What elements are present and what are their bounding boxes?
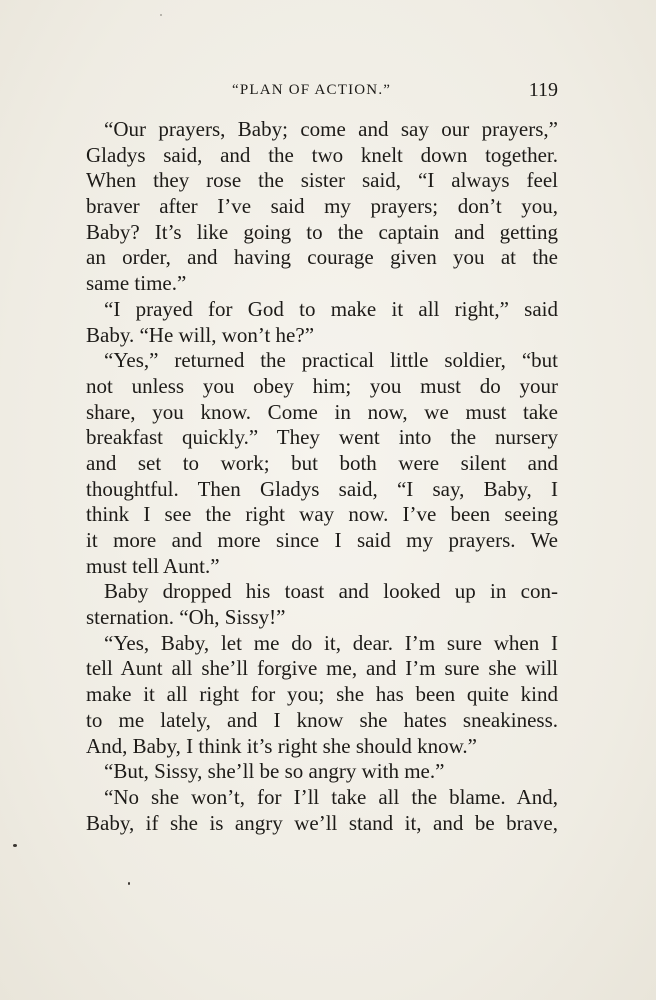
text-line: “No she won’t, for I’ll take all the blame. And, — [104, 784, 558, 809]
text-line: an order, and having courage given you at the — [86, 245, 558, 270]
text-line: And, Baby, I think it’s right she should know.” — [86, 733, 478, 758]
running-head — [86, 80, 558, 106]
text-line: same time.” — [86, 271, 187, 296]
text-line: Baby? It’s like going to the captain and getting — [86, 219, 558, 244]
text-line: make it all right for you; she has been quite kind — [86, 682, 558, 707]
text-line: thoughtful. Then Gladys said, “I say, Baby, I — [86, 476, 558, 501]
text-line: “But, Sissy, she’ll be so angry with me.” — [104, 759, 445, 784]
ink-speck — [128, 882, 130, 885]
text-line: sternation. “Oh, Sissy!” — [86, 605, 286, 630]
text-line: When they rose the sister said, “I always feel — [86, 168, 558, 193]
text-line: “Yes, Baby, let me do it, dear. I’m sure when I — [104, 630, 558, 655]
body-text — [86, 117, 558, 836]
text-line: Baby dropped his toast and looked up in con- — [104, 579, 558, 604]
text-line: not unless you obey him; you must do your — [86, 373, 558, 398]
text-line: Baby. “He will, won’t he?” — [86, 322, 315, 347]
ink-speck — [13, 844, 17, 847]
text-line: tell Aunt all she’ll forgive me, and I’m sure she will — [86, 656, 558, 681]
text-line: share, you know. Come in now, we must take — [86, 399, 558, 424]
text-line: “Yes,” returned the practical little soldier, “but — [104, 348, 558, 373]
text-line: to me lately, and I know she hates sneakiness. — [86, 707, 558, 732]
text-line: it more and more since I said my prayers. We — [86, 528, 558, 552]
text-line: Gladys said, and the two knelt down together. — [86, 142, 558, 167]
text-line: Baby, if she is angry we’ll stand it, and be brave, — [86, 810, 558, 835]
text-line: must tell Aunt.” — [86, 553, 220, 578]
text-line: braver after I’ve said my prayers; don’t you, — [86, 194, 558, 219]
chapter-title: “PLAN OF ACTION.” — [232, 82, 392, 98]
ink-speck — [160, 14, 162, 16]
text-line: breakfast quickly.” They went into the nursery — [86, 425, 558, 450]
text-line: “Our prayers, Baby; come and say our prayers,” — [104, 117, 558, 141]
text-line: and set to work; but both were silent and — [86, 450, 558, 475]
page-number: 119 — [528, 79, 558, 101]
text-line: “I prayed for God to make it all right,” said — [104, 296, 558, 321]
text-line: think I see the right way now. I’ve been seeing — [86, 502, 558, 527]
